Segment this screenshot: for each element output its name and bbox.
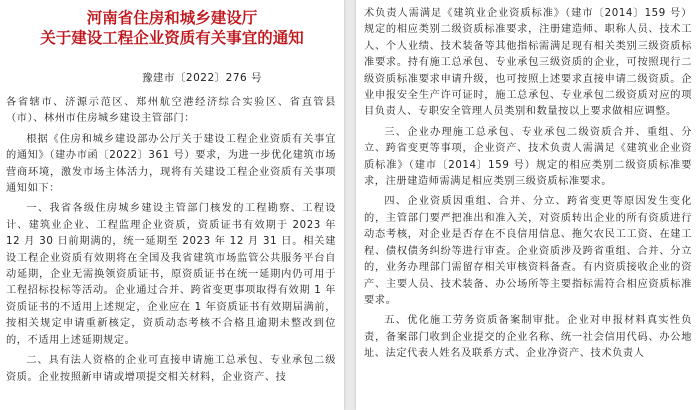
- document-title-line2: 关于建设工程企业资质有关事宜的通知: [40, 29, 304, 47]
- paragraph-4: 四、企业资质因重组、合并、分立、跨省变更等原因发生变化的，主管部门要严把准出和准入关，对资质转出企业的所有资质进行动态考核，对企业是否存在不良信用信息、拖欠农民工工资、在建工程、债权债务纠纷等进行审查。企业资质涉及跨省重组、合并、分立的，业务办理部门需留存相关审核资料备查。有内资质接收企业的资产、主要人员、技术装备、办公场所等主要指标需符合相应资质标准要求。: [364, 196, 692, 306]
- document-title-line1: 河南省住房和城乡建设厅: [86, 9, 258, 27]
- paragraph-intro: 根据《住房和城乡建设部办公厅关于建设工程企业资质有关事宜的通知》（建办市函〔2022〕361 号）要求，为进一步优化建筑市场营商环境，激发市场主体活力，现将有关建设工程企业资质有关事项通知如下：: [6, 133, 336, 195]
- document-number: 豫建市〔2022〕276 号: [141, 72, 263, 84]
- right-body: [356, 0, 700, 363]
- paragraph-2-cont: 术负责人需满足《建筑业企业资质标准》（建市〔2014〕159 号）规定的相应类别二级资质标准要求，注册建造师、职称人员、技术工人、个人业绩、技术装备等其他指标需满足现有相关类别三级资质标准要求。持有施工总承包、专业承包三级资质的企业，可按照现行二级资质标准要求申请升级，也可按照上述要求直接申请二级资质。企业申报安全生产许可证时，施工总承包、专业承包二级资质对应的项目负责人、专职安全管理人员类别和数量按以上要求做相应调整。: [364, 8, 692, 118]
- paragraph-2-start: 二、具有法人资格的企业可直接申请施工总承包、专业承包二级资质。企业按照新申请或增项提交相关材料，企业资产、技: [6, 355, 336, 383]
- paragraph-5-start: 五、优化施工劳务资质备案制审批。企业对申报材料真实性负责，备案部门收到企业提交的企业名称、统一社会信用代码、办公地址、法定代表人姓名及联系方式、企业净资产、技术负责人: [364, 315, 692, 360]
- document-page-right: [356, 0, 700, 410]
- paragraph-3: 三、企业办理施工总承包、专业承包二级资质合并、重组、分立、跨省变更等事项，企业资产、技术负责人需满足《建筑业企业资质标准》（建市〔2014〕159 号）规定的相应类别二级资质标准要求，注册建造师需满足相应类别三级资质标准要求。: [364, 126, 692, 188]
- addressee: 各省辖市、济源示范区、郑州航空港经济综合实验区、省直管县（市）、林州市住房城乡建设主管部门：: [6, 97, 336, 125]
- document-page-left: [0, 0, 344, 410]
- paragraph-1: 一、我省各级住房城乡建设主管部门核发的工程勘察、工程设计、建筑业企业、工程监理企业资质，资质证书有效期于 2023 年 12 月 30 日前期满的，统一延期至 2023 年 12 月 31 日。相关建设工程企业资质有效期将在全国及我省建筑市场监管公共服务平台自动延期，企业无需换领资质证书，原资质证书在统一延期内仍可用于工程招标投标等活动。企业通过合并、跨省变更事项取得有效期 1 年资质证书的不适用上述规定，企业应在 1 年资质证书有效期届满前，按相关规定申请重新核定，资质动态考核不合格且逾期未整改到位的，不适用上述延期规定。: [6, 203, 336, 346]
- left-body: [0, 95, 344, 386]
